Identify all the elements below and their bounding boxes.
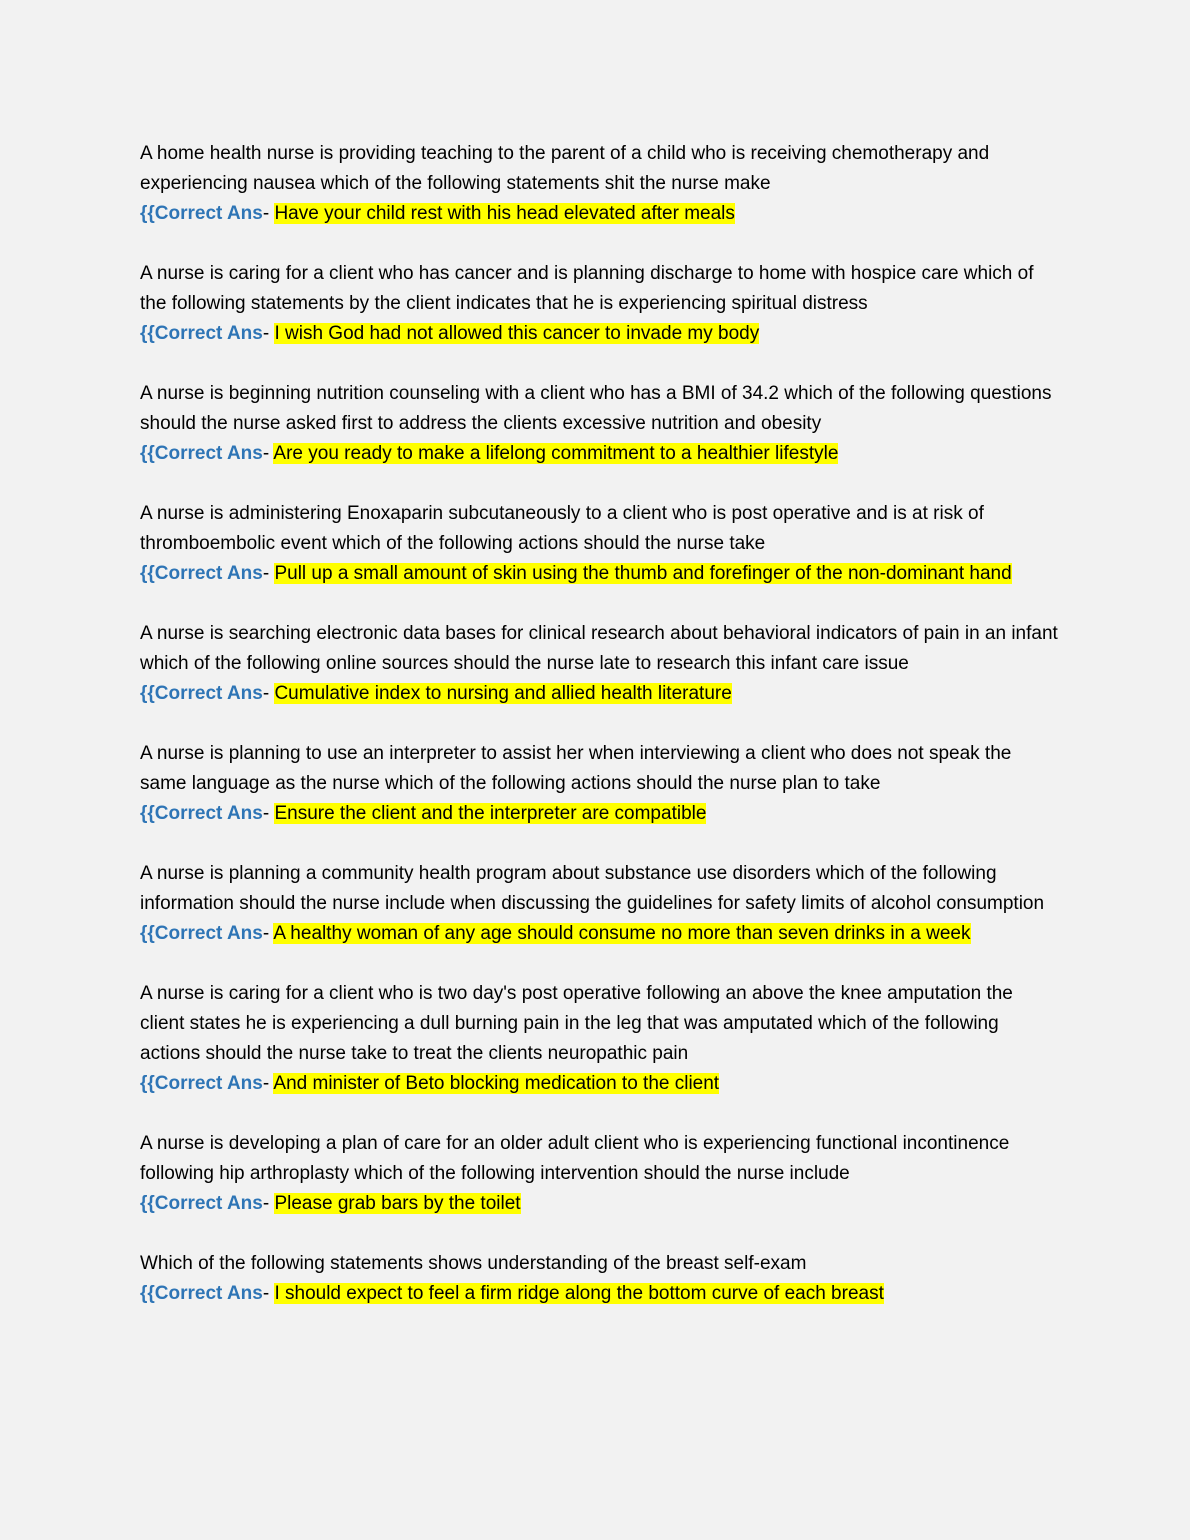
answer-prefix: {{Correct Ans (140, 323, 263, 344)
answer-prefix: {{Correct Ans (140, 1193, 263, 1214)
question-text: Which of the following statements shows understanding of the breast self-exam (140, 1253, 807, 1274)
qa-item (140, 259, 1060, 349)
question-text: A nurse is planning a community health program about substance use disorders which of the following information should the nurse include when discussing the guidelines for safety limits of alcohol consumption (140, 863, 1045, 914)
answer-prefix: {{Correct Ans (140, 563, 263, 584)
qa-item (140, 1129, 1060, 1219)
answer-line (140, 1069, 1060, 1099)
answer-line (140, 439, 1060, 469)
answer-separator: - (262, 323, 270, 344)
answer-text: I wish God had not allowed this cancer to invade my body (274, 323, 760, 344)
qa-item (140, 499, 1060, 589)
qa-item (140, 739, 1060, 829)
answer-text: Ensure the client and the interpreter are compatible (274, 803, 707, 824)
answer-text: Have your child rest with his head elevated after meals (274, 203, 735, 224)
answer-line (140, 1279, 1060, 1309)
answer-prefix: {{Correct Ans (140, 1073, 263, 1094)
answer-line (140, 1189, 1060, 1219)
answer-text: Are you ready to make a lifelong commitment to a healthier lifestyle (273, 443, 839, 464)
qa-item (140, 379, 1060, 469)
answer-text: Please grab bars by the toilet (274, 1193, 521, 1214)
answer-prefix: {{Correct Ans (140, 803, 263, 824)
qa-item (140, 139, 1060, 229)
answer-text: A healthy woman of any age should consume no more than seven drinks in a week (273, 923, 971, 944)
question-text: A nurse is caring for a client who has cancer and is planning discharge to home with hospice care which of the following statements by the client indicates that he is experiencing spiritual distress (140, 263, 1034, 314)
answer-text: Pull up a small amount of skin using the thumb and forefinger of the non-dominant hand (274, 563, 1012, 584)
answer-line (140, 799, 1060, 829)
answer-separator: - (262, 683, 270, 704)
question-text: A home health nurse is providing teaching to the parent of a child who is receiving chemotherapy and experiencing nausea which of the following statements shit the nurse make (140, 143, 990, 194)
qa-item (140, 619, 1060, 709)
answer-text: Cumulative index to nursing and allied health literature (274, 683, 732, 704)
question-text: A nurse is planning to use an interpreter to assist her when interviewing a client who does not speak the same language as the nurse which of the following actions should the nurse plan to take (140, 743, 1012, 794)
answer-line (140, 679, 1060, 709)
answer-text: And minister of Beto blocking medication to the client (273, 1073, 720, 1094)
answer-line (140, 199, 1060, 229)
answer-separator: - (262, 563, 270, 584)
answer-line (140, 919, 1060, 949)
answer-separator: - (262, 923, 270, 944)
answer-separator: - (262, 1283, 270, 1304)
question-text: A nurse is administering Enoxaparin subcutaneously to a client who is post operative and is at risk of thromboembolic event which of the following actions should the nurse take (140, 503, 984, 554)
qa-item (140, 979, 1060, 1099)
qa-list (140, 139, 1060, 1309)
answer-line (140, 319, 1060, 349)
answer-separator: - (262, 203, 270, 224)
answer-separator: - (262, 1193, 270, 1214)
qa-item (140, 1249, 1060, 1309)
answer-separator: - (262, 803, 270, 824)
answer-line (140, 559, 1060, 589)
answer-prefix: {{Correct Ans (140, 683, 263, 704)
answer-separator: - (262, 443, 270, 464)
question-text: A nurse is caring for a client who is two day's post operative following an above the knee amputation the client states he is experiencing a dull burning pain in the leg that was amputated which of the following actions should the nurse take to treat the clients neuropathic pain (140, 983, 1013, 1064)
question-text: A nurse is searching electronic data bases for clinical research about behavioral indicators of pain in an infant which of the following online sources should the nurse late to research this infant care issue (140, 623, 1058, 674)
answer-prefix: {{Correct Ans (140, 1283, 263, 1304)
answer-prefix: {{Correct Ans (140, 923, 263, 944)
qa-item (140, 859, 1060, 949)
answer-text: I should expect to feel a firm ridge along the bottom curve of each breast (274, 1283, 884, 1304)
answer-prefix: {{Correct Ans (140, 443, 263, 464)
answer-separator: - (262, 1073, 270, 1094)
question-text: A nurse is developing a plan of care for an older adult client who is experiencing functional incontinence following hip arthroplasty which of the following intervention should the nurse include (140, 1133, 1010, 1184)
question-text: A nurse is beginning nutrition counseling with a client who has a BMI of 34.2 which of the following questions should the nurse asked first to address the clients excessive nutrition and obesity (140, 383, 1052, 434)
answer-prefix: {{Correct Ans (140, 203, 263, 224)
